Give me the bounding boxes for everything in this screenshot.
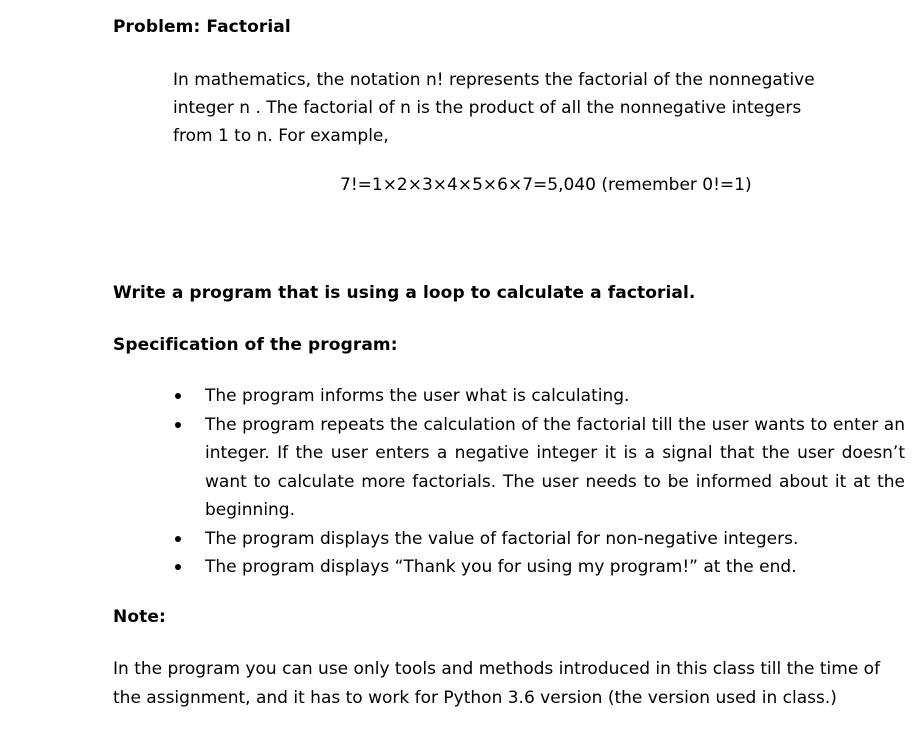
spec-item (160, 553, 905, 582)
note-paragraph: In the program you can use only tools and methods introduced in this class till the time of the assignment, and it has to work for Python 3.6 version (the version used in class.) (113, 659, 881, 708)
spec-item (160, 525, 905, 554)
spec-item (160, 411, 905, 525)
spec-item (160, 382, 905, 411)
intro-paragraph (173, 66, 903, 150)
note-heading: Note: (113, 607, 166, 627)
bullet-icon (175, 393, 181, 399)
factorial-example-formula: 7!=1×2×3×4×5×6×7=5,040 (remember 0!=1) (340, 175, 752, 195)
intro-line-3: from 1 to n. For example, (173, 126, 389, 146)
spec-item-text: The program informs the user what is calculating. (205, 386, 630, 406)
bullet-icon (175, 536, 181, 542)
task-statement: Write a program that is using a loop to calculate a factorial. (113, 283, 696, 303)
spec-heading: Specification of the program: (113, 335, 398, 355)
spec-item-text: The program displays “Thank you for using my program!” at the end. (205, 557, 797, 577)
spec-item-text: The program displays the value of factorial for non-negative integers. (205, 528, 799, 549)
bullet-icon (175, 422, 181, 428)
problem-title: Problem: Factorial (113, 17, 291, 37)
intro-line-1: In mathematics, the notation n! represents the factorial of the nonnegative (173, 70, 815, 90)
spec-list (160, 382, 905, 582)
spec-item-text: The program repeats the calculation of the factorial till the user wants to enter an integer. If the user enters a negative integer it is a signal that the user doesn’t want to calculate more factorials. The user needs to be informed about it at the beginning. (205, 414, 905, 520)
intro-line-2: integer n . The factorial of n is the product of all the nonnegative integers (173, 98, 802, 118)
bullet-icon (175, 564, 181, 570)
